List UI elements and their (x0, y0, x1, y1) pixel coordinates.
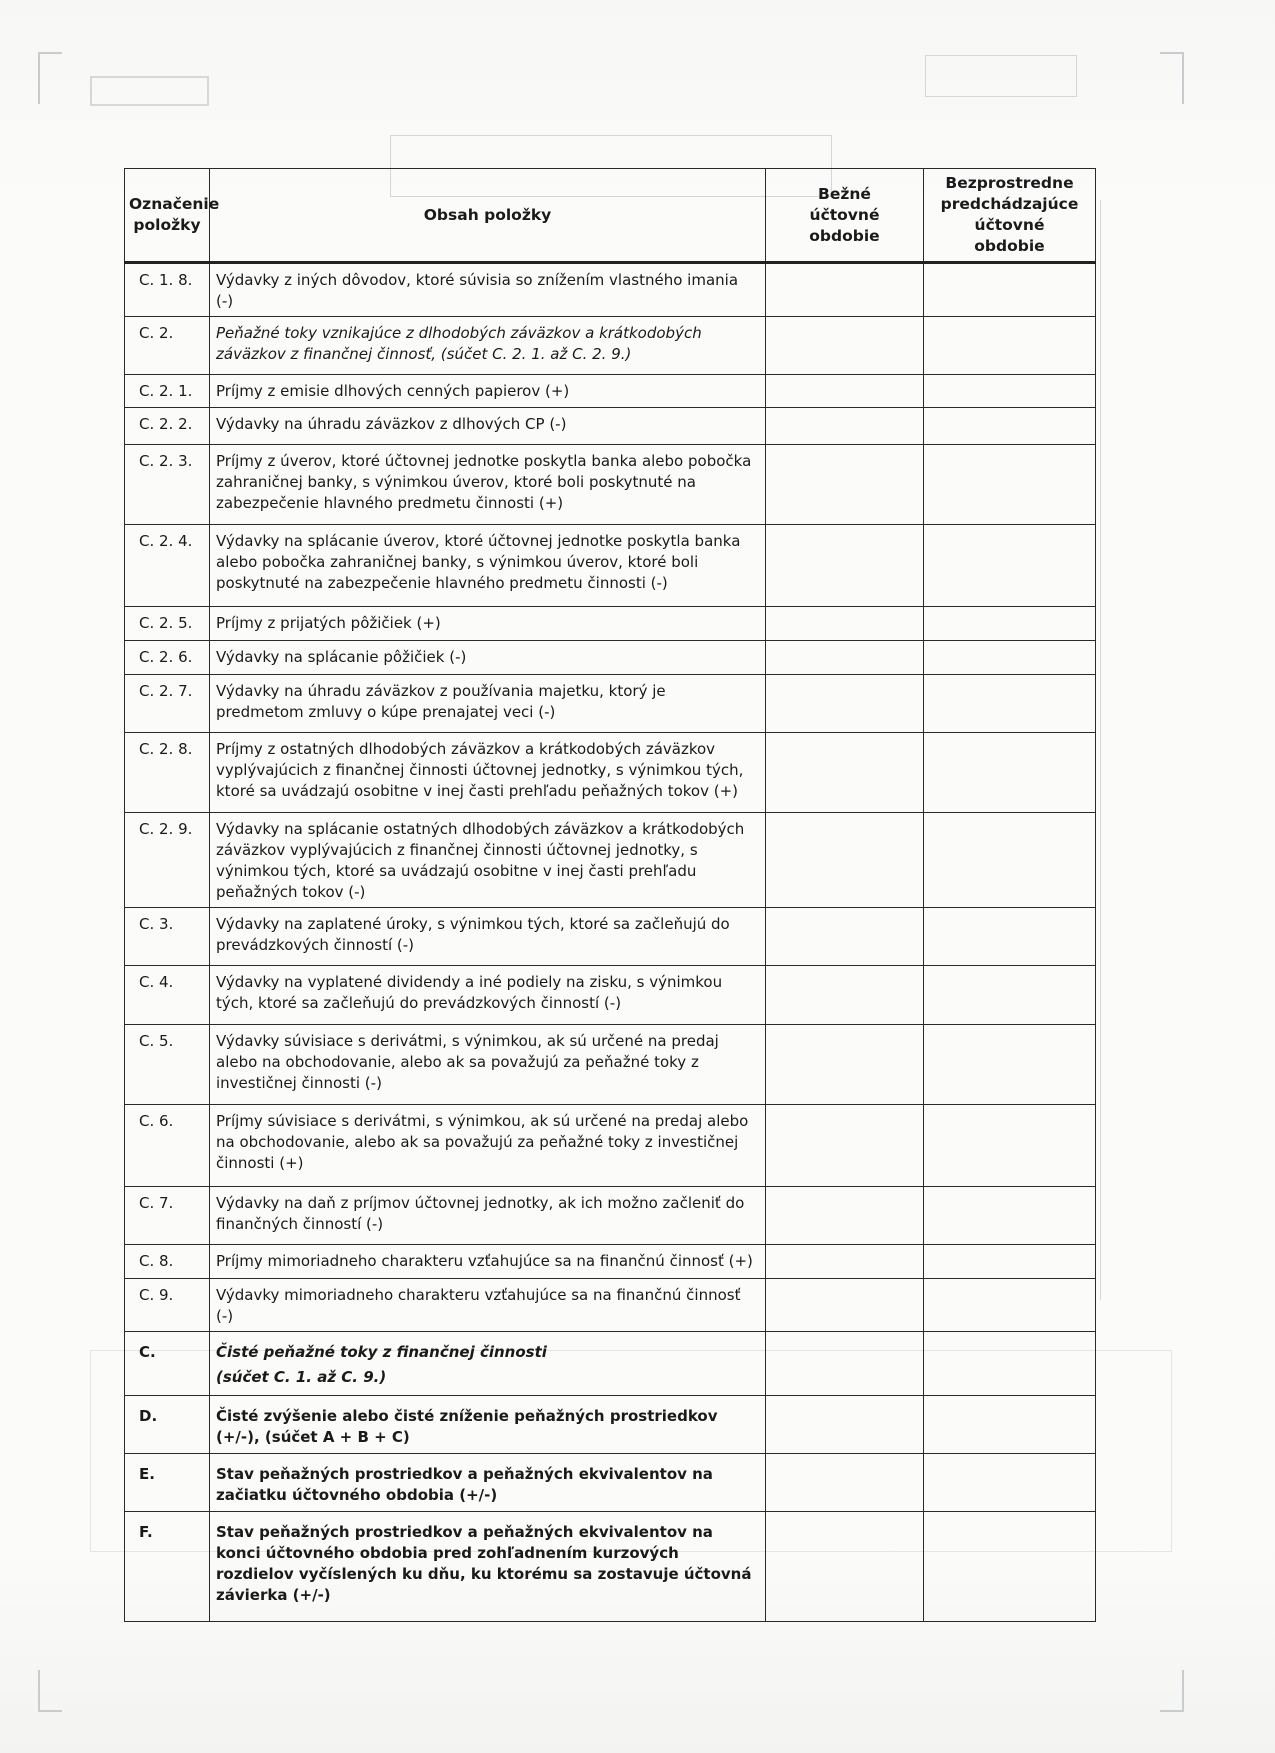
current-period-cell (766, 1279, 924, 1332)
row-description: Peňažné toky vznikajúce z dlhodobých záväzkov a krátkodobých záväzkov z finančnej činnosť, (súčet C. 2. 1. až C. 2. 9.) (210, 317, 766, 375)
row-description: Príjmy z úverov, ktoré účtovnej jednotke poskytla banka alebo pobočka zahraničnej banky, s výnimkou úverov, ktoré boli poskytnuté na zabezpečenie hlavného predmetu činnosti (+) (210, 445, 766, 525)
previous-period-cell (924, 966, 1096, 1025)
table-row (125, 813, 1096, 908)
row-description: Výdavky súvisiace s derivátmi, s výnimkou, ak sú určené na predaj alebo na obchodovanie, alebo ak sa považujú za peňažné toky z investičnej činnosti (-) (210, 1025, 766, 1105)
previous-period-cell (924, 317, 1096, 375)
previous-period-cell (924, 675, 1096, 733)
current-period-cell (766, 1105, 924, 1187)
previous-period-cell (924, 641, 1096, 675)
table-row (125, 908, 1096, 966)
row-description: Čisté zvýšenie alebo čisté zníženie peňažných prostriedkov (+/-), (súčet A + B + C) (210, 1396, 766, 1454)
row-code: C. 5. (125, 1025, 210, 1105)
current-period-cell (766, 908, 924, 966)
row-description: Stav peňažných prostriedkov a peňažných ekvivalentov na konci účtovného obdobia pred zohľadnením kurzových rozdielov vyčíslených ku dňu, ku ktorému sa zostavuje účtovná závierka (+/-) (210, 1512, 766, 1622)
table-row (125, 445, 1096, 525)
row-code: C. 7. (125, 1187, 210, 1245)
table-row (125, 607, 1096, 641)
row-description: Výdavky z iných dôvodov, ktoré súvisia so znížením vlastného imania (-) (210, 263, 766, 317)
row-code: C. 2. 5. (125, 607, 210, 641)
previous-period-cell (924, 1025, 1096, 1105)
bleed-through-box (90, 76, 209, 106)
previous-period-cell (924, 375, 1096, 408)
scan-corner-mark (1160, 1670, 1184, 1712)
row-description: Výdavky mimoriadneho charakteru vzťahujúce sa na finančnú činnosť (-) (210, 1279, 766, 1332)
row-code: C. 3. (125, 908, 210, 966)
previous-period-cell (924, 445, 1096, 525)
row-description: Príjmy z ostatných dlhodobých záväzkov a krátkodobých záväzkov vyplývajúcich z finančnej činnosti účtovnej jednotky, s výnimkou tých, ktoré sa uvádzajú osobitne v inej časti prehľadu peňažných tokov (+) (210, 733, 766, 813)
row-description: Príjmy z emisie dlhových cenných papierov (+) (210, 375, 766, 408)
current-period-cell (766, 1396, 924, 1454)
previous-period-cell (924, 607, 1096, 641)
row-description: Výdavky na daň z príjmov účtovnej jednotky, ak ich možno začleniť do finančných činností (-) (210, 1187, 766, 1245)
current-period-cell (766, 675, 924, 733)
row-code: C. 9. (125, 1279, 210, 1332)
row-code: C. 2. 7. (125, 675, 210, 733)
table-row-total-c (125, 1332, 1096, 1396)
scan-corner-mark (38, 52, 62, 104)
cash-flow-table (124, 168, 1096, 1622)
row-description: Výdavky na vyplatené dividendy a iné podiely na zisku, s výnimkou tých, ktoré sa začleňujú do prevádzkových činností (-) (210, 966, 766, 1025)
row-code: C. 2. 2. (125, 408, 210, 445)
row-description: Výdavky na úhradu záväzkov z dlhových CP (-) (210, 408, 766, 445)
row-code: C. 2. 3. (125, 445, 210, 525)
previous-period-cell (924, 1187, 1096, 1245)
row-code: C. 4. (125, 966, 210, 1025)
current-period-cell (766, 263, 924, 317)
table-row (125, 1187, 1096, 1245)
bleed-through-line (1100, 200, 1171, 1300)
current-period-cell (766, 607, 924, 641)
table-row (125, 733, 1096, 813)
row-code: C. 2. 9. (125, 813, 210, 908)
row-description: Príjmy súvisiace s derivátmi, s výnimkou, ak sú určené na predaj alebo na obchodovanie, alebo ak sa považujú za peňažné toky z investičnej činnosti (+) (210, 1105, 766, 1187)
previous-period-cell (924, 408, 1096, 445)
table-row (125, 525, 1096, 607)
current-period-cell (766, 1332, 924, 1396)
table-row (125, 408, 1096, 445)
table-row (125, 1245, 1096, 1279)
header-current-period: Bežné účtovné obdobie (766, 169, 924, 263)
current-period-cell (766, 813, 924, 908)
current-period-cell (766, 966, 924, 1025)
current-period-cell (766, 1187, 924, 1245)
row-description: Príjmy mimoriadneho charakteru vzťahujúce sa na finančnú činnosť (+) (210, 1245, 766, 1279)
bleed-through-box (925, 55, 1077, 97)
previous-period-cell (924, 1279, 1096, 1332)
current-period-cell (766, 1025, 924, 1105)
row-description-line: (súčet C. 1. až C. 9.) (216, 1368, 387, 1386)
row-code: E. (125, 1454, 210, 1512)
previous-period-cell (924, 1396, 1096, 1454)
previous-period-cell (924, 525, 1096, 607)
row-description: Výdavky na splácanie úverov, ktoré účtovnej jednotke poskytla banka alebo pobočka zahraničnej banky, s výnimkou úverov, ktoré boli poskytnuté na zabezpečenie hlavného predmetu činnosti (-) (210, 525, 766, 607)
row-description: Výdavky na splácanie pôžičiek (-) (210, 641, 766, 675)
scan-corner-mark (38, 1670, 62, 1712)
table-row (125, 1025, 1096, 1105)
row-code: C. 1. 8. (125, 263, 210, 317)
table-row (125, 641, 1096, 675)
row-code: C. 2. (125, 317, 210, 375)
table-row (125, 317, 1096, 375)
table-row (125, 1105, 1096, 1187)
row-code: C. 2. 4. (125, 525, 210, 607)
previous-period-cell (924, 813, 1096, 908)
row-code: C. 2. 8. (125, 733, 210, 813)
current-period-cell (766, 1454, 924, 1512)
table-row (125, 966, 1096, 1025)
table-header-row (125, 169, 1096, 263)
row-code: C. 2. 1. (125, 375, 210, 408)
row-code: C. 8. (125, 1245, 210, 1279)
current-period-cell (766, 733, 924, 813)
current-period-cell (766, 317, 924, 375)
table-row-total-d (125, 1396, 1096, 1454)
row-code: C. (125, 1332, 210, 1396)
table-row (125, 263, 1096, 317)
row-code: F. (125, 1512, 210, 1622)
current-period-cell (766, 445, 924, 525)
table-row-total-e (125, 1454, 1096, 1512)
current-period-cell (766, 1512, 924, 1622)
row-code: C. 6. (125, 1105, 210, 1187)
row-description: Výdavky na splácanie ostatných dlhodobých záväzkov a krátkodobých záväzkov vyplývajúcich z finančnej činnosti účtovnej jednotky, s výnimkou tých, ktoré sa uvádzajú osobitne v inej časti prehľadu peňažných tokov (-) (210, 813, 766, 908)
row-description-line: Čisté peňažné toky z finančnej činnosti (216, 1343, 547, 1361)
previous-period-cell (924, 263, 1096, 317)
row-description: Príjmy z prijatých pôžičiek (+) (210, 607, 766, 641)
row-code: D. (125, 1396, 210, 1454)
table-row (125, 675, 1096, 733)
header-code: Označenie položky (125, 169, 210, 263)
row-description: Stav peňažných prostriedkov a peňažných ekvivalentov na začiatku účtovného obdobia (+/-) (210, 1454, 766, 1512)
row-description (210, 1332, 766, 1396)
scan-corner-mark (1160, 52, 1184, 104)
header-description: Obsah položky (210, 169, 766, 263)
previous-period-cell (924, 1245, 1096, 1279)
current-period-cell (766, 525, 924, 607)
row-description: Výdavky na zaplatené úroky, s výnimkou tých, ktoré sa začleňujú do prevádzkových činností (-) (210, 908, 766, 966)
previous-period-cell (924, 1105, 1096, 1187)
previous-period-cell (924, 733, 1096, 813)
row-description: Výdavky na úhradu záväzkov z používania majetku, ktorý je predmetom zmluvy o kúpe prenajatej veci (-) (210, 675, 766, 733)
row-code: C. 2. 6. (125, 641, 210, 675)
current-period-cell (766, 375, 924, 408)
previous-period-cell (924, 1332, 1096, 1396)
current-period-cell (766, 641, 924, 675)
table-row-total-f (125, 1512, 1096, 1622)
previous-period-cell (924, 1512, 1096, 1622)
previous-period-cell (924, 908, 1096, 966)
header-previous-period: Bezprostredne predchádzajúce účtovné obdobie (924, 169, 1096, 263)
table-row (125, 375, 1096, 408)
table-row (125, 1279, 1096, 1332)
current-period-cell (766, 1245, 924, 1279)
previous-period-cell (924, 1454, 1096, 1512)
current-period-cell (766, 408, 924, 445)
